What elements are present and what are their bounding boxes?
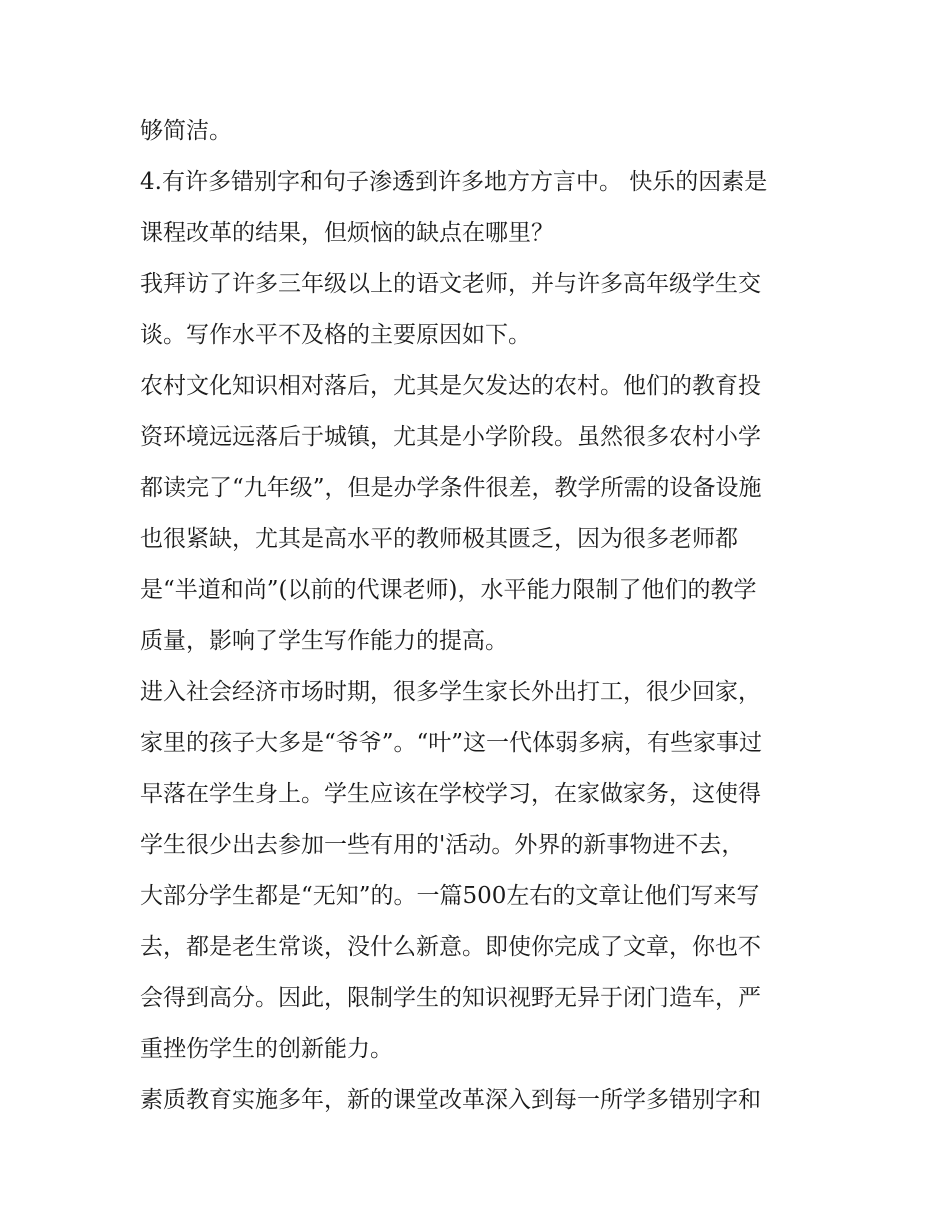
text-line-5: 谈。写作水平不及格的主要原因如下。 [140, 322, 531, 348]
text-line-3: 课程改革的结果，但烦恼的缺点在哪里？ [140, 220, 554, 246]
text-line-1: 够简洁。 [140, 118, 232, 144]
text-line-14: 早落在学生身上。学生应该在学校学习，在家做家务，这使得 [140, 781, 761, 807]
text-line-2: 4.有许多错别字和句子渗透到许多地方方言中。 快乐的因素是 [140, 169, 768, 195]
text-line-15: 学生很少出去参加一些有用的'活动。外界的新事物进不去， [140, 832, 745, 858]
text-line-8: 都读完了“九年级”，但是办学条件很差，教学所需的设备设施 [140, 475, 762, 501]
text-line-4: 我拜访了许多三年级以上的语文老师，并与许多高年级学生交 [140, 271, 761, 297]
text-line-11: 质量，影响了学生写作能力的提高。 [140, 628, 508, 654]
text-line-19: 重挫伤学生的创新能力。 [140, 1036, 393, 1062]
text-line-16: 大部分学生都是“无知”的。一篇500左右的文章让他们写来写 [140, 883, 760, 909]
text-line-9: 也很紧缺，尤其是高水平的教师极其匮乏，因为很多老师都 [140, 526, 738, 552]
document-body [140, 106, 820, 1126]
text-line-20: 素质教育实施多年，新的课堂改革深入到每一所学多错别字和 [140, 1087, 761, 1113]
text-line-10: 是“半道和尚”(以前的代课老师)，水平能力限制了他们的教学 [140, 577, 757, 603]
text-line-17: 去，都是老生常谈，没什么新意。即使你完成了文章，你也不 [140, 934, 761, 960]
text-line-18: 会得到高分。因此，限制学生的知识视野无异于闭门造车，严 [140, 985, 761, 1011]
text-line-12: 进入社会经济市场时期，很多学生家长外出打工，很少回家， [140, 679, 761, 705]
text-line-13: 家里的孩子大多是“爷爷”。“叶”这一代体弱多病，有些家事过 [140, 730, 763, 756]
text-line-7: 资环境远远落后于城镇，尤其是小学阶段。虽然很多农村小学 [140, 424, 761, 450]
text-line-6: 农村文化知识相对落后，尤其是欠发达的农村。他们的教育投 [140, 373, 761, 399]
